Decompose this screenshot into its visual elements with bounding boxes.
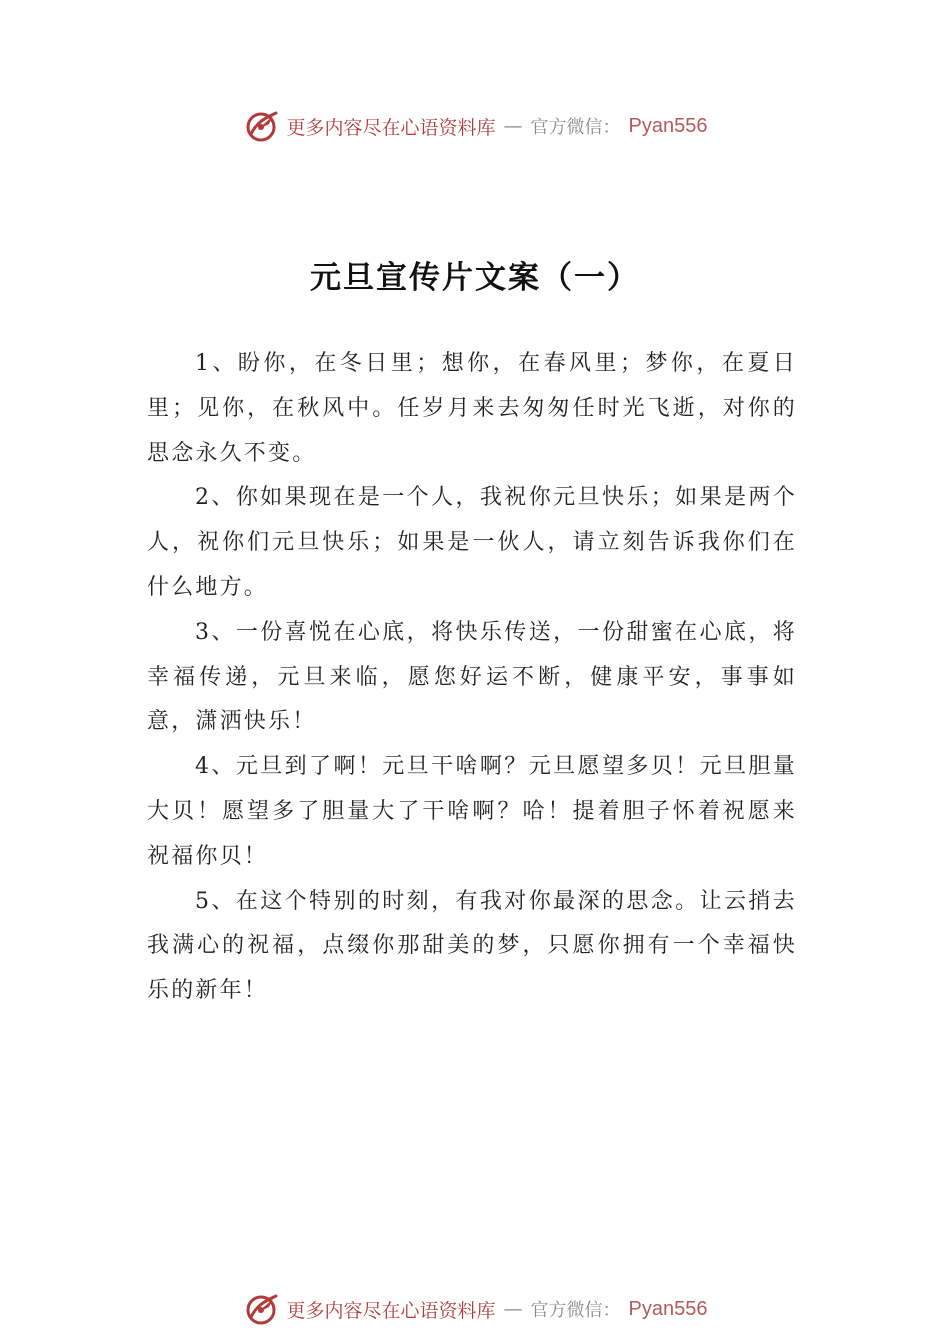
brand-logo-icon: [243, 1291, 279, 1327]
paragraph-2: 2、你如果现在是一个人，我祝你元旦快乐；如果是两个人，祝你们元旦快乐；如果是一伙人，请立刻告诉我你们在什么地方。: [147, 485, 797, 600]
paragraph-1: 1、盼你，在冬日里；想你，在春风里；梦你，在夏日里；见你，在秋风中。任岁月来去匆匆任时光飞逝，对你的思念永久不变。: [147, 351, 797, 466]
paragraph-5: 5、在这个特别的时刻，有我对你最深的思念。让云捎去我满心的祝福，点缀你那甜美的梦，只愿你拥有一个幸福快乐的新年！: [147, 888, 797, 1004]
paragraph-4: 4、元旦到了啊！元旦干啥啊？元旦愿望多贝！元旦胆量大贝！愿望多了胆量大了干啥啊？哈！提着胆子怀着祝愿来祝福你贝！: [147, 754, 797, 869]
banner-separator: —: [503, 115, 523, 137]
page-title: 元旦宣传片文案（一）: [310, 260, 640, 296]
footer-wechat-label: 官方微信：: [530, 1300, 621, 1321]
footer-banner: [0, 1289, 950, 1329]
brand-logo-icon: [243, 108, 279, 144]
paragraph-3: 3、一份喜悦在心底，将快乐传送，一份甜蜜在心底，将幸福传递，元旦来临，愿您好运不断，健康平安，事事如意，潇洒快乐！: [147, 619, 797, 735]
document-body: [147, 342, 797, 1014]
footer-site-text: 更多内容尽在心语资料库: [286, 1299, 496, 1322]
banner-wechat-id: Pyan556: [628, 114, 708, 137]
banner-wechat-label: 官方微信：: [530, 117, 621, 138]
footer-wechat-id: Pyan556: [628, 1297, 708, 1320]
header-banner: [0, 106, 950, 146]
footer-separator: —: [503, 1298, 523, 1320]
banner-site-text: 更多内容尽在心语资料库: [286, 116, 496, 139]
